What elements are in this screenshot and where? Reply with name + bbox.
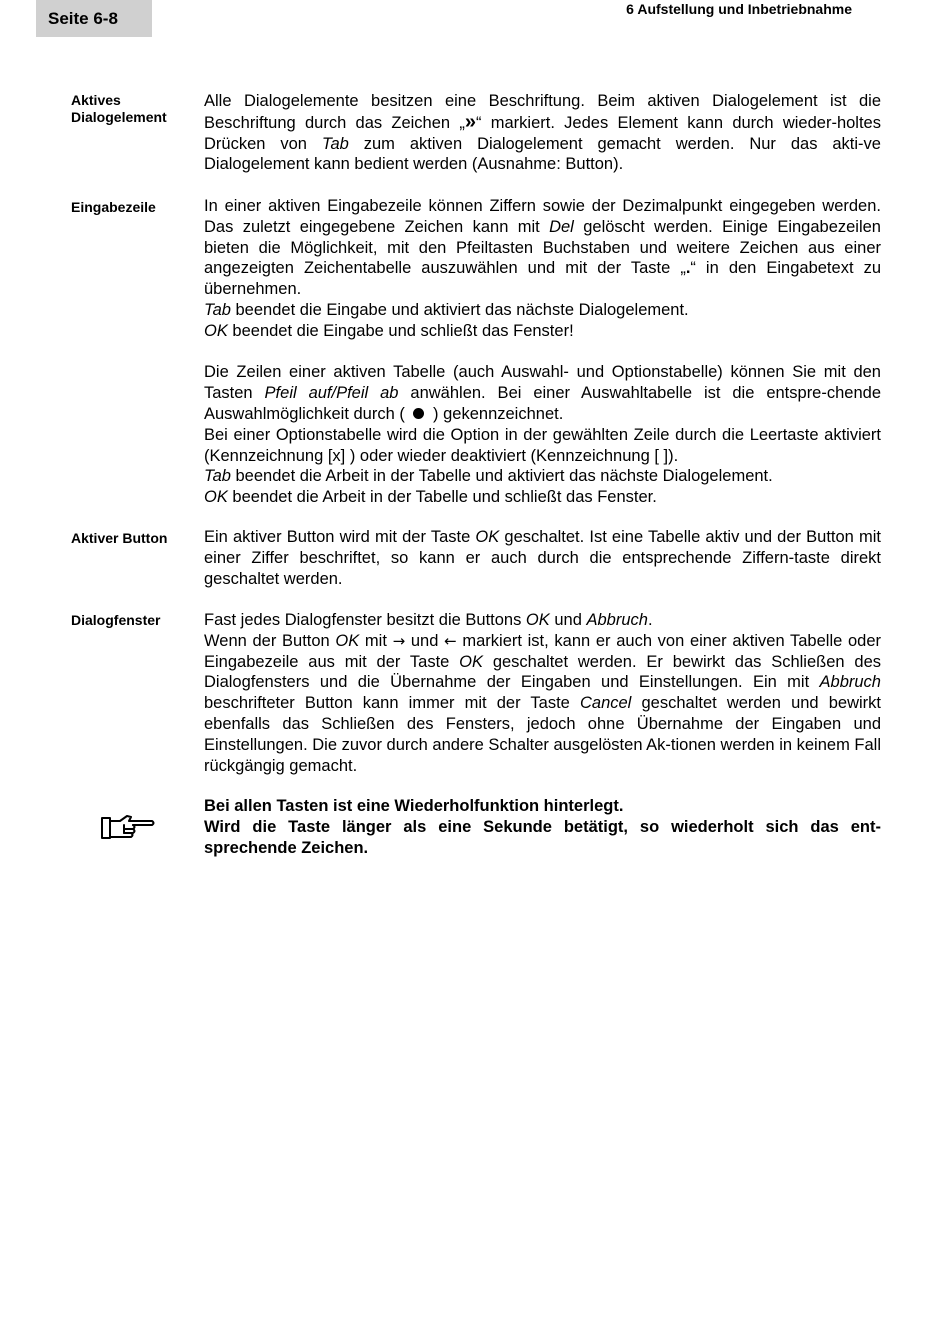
key-ok: OK — [335, 631, 360, 650]
text: beendet die Eingabe und schließt das Fenster! — [227, 321, 574, 340]
text: beendet die Arbeit in der Tabelle und aktiviert das nächste Dialogelement. — [230, 467, 773, 486]
paragraph — [204, 91, 881, 175]
spacer — [204, 342, 881, 363]
text: Wenn der Button — [204, 631, 336, 650]
key-ok: OK — [459, 652, 484, 671]
text: und — [405, 631, 445, 650]
paragraph — [204, 196, 881, 300]
paragraph — [204, 610, 881, 631]
key-tab: Tab — [321, 134, 349, 153]
text: In einer aktiven Eingabezeile können Ziffern sowie der Dezimalpunkt eingegeben werden. Das zuletzt eingegebene Zeichen kann mit — [204, 197, 881, 236]
key-cancel: Cancel — [579, 694, 632, 713]
text: ) gekennzeichnet. — [433, 404, 564, 423]
key-abbruch: Abbruch — [819, 673, 881, 692]
section-label-eingabezeile: Eingabezeile — [71, 199, 156, 215]
text: “ in den Eingabetext zu übernehmen. — [204, 259, 881, 299]
text: Ein aktiver Button wird mit der Taste — [204, 528, 476, 546]
paragraph: Bei allen Tasten ist eine Wiederholfunktion hinterlegt. — [204, 797, 624, 815]
paragraph — [204, 425, 881, 467]
section-text-eingabezeile — [204, 196, 881, 508]
section-label-aktives-dialogelement — [71, 92, 197, 126]
text: “ markiert. Jedes Element kann durch wieder-holtes Drücken von — [204, 113, 881, 153]
paragraph — [204, 362, 881, 424]
text: Alle Dialogelemente besitzen eine Beschriftung. Beim aktiven Dialogelement ist die Beschriftung durch das Zeichen „ — [204, 92, 881, 132]
paragraph — [204, 631, 881, 777]
key-ok: OK — [204, 321, 228, 340]
arrow-left-icon: ← — [444, 631, 457, 650]
key-arrows: Pfeil auf/Pfeil ab — [264, 384, 399, 403]
label-line: Dialogelement — [71, 109, 167, 125]
text: Die Zeilen einer aktiven Tabelle (auch Auswahl- und Optionstabelle) können Sie mit den Tasten — [204, 363, 881, 403]
section-label-dialogfenster: Dialogfenster — [71, 612, 161, 628]
text: gelöscht werden. Einige Eingabezeilen bieten die Möglichkeit, mit den Pfeiltasten Buchstaben und weitere Zeichen aus einer angezeigten Zeichentabelle auszuwählen und mit der Taste „ — [204, 217, 881, 278]
text: geschaltet werden und bewirkt ebenfalls das Schließen des Fensters, jedoch ohne Übernahme der Eingaben und Einstellungen. Die zuvor durch andere Schalter ausgelösten Ak-tionen werden in keinem Fall rückgängig gemacht. — [204, 694, 881, 775]
text: geschaltet werden. Er bewirkt das Schließen des Dialogfensters und die Übernahme der Eingaben und Einstellungen. Ein mit — [204, 652, 881, 692]
paragraph — [204, 321, 881, 342]
paragraph — [204, 300, 881, 321]
section-text-dialogfenster — [204, 610, 881, 776]
key-tab: Tab — [204, 467, 231, 486]
text: mit — [359, 631, 393, 650]
arrow-right-icon: → — [392, 631, 406, 650]
text: anwählen. Bei einer Auswahltabelle ist die entspre-chende Auswahlmöglichkeit durch ( — [204, 384, 881, 423]
text: beendet die Arbeit in der Tabelle und schließt das Fenster. — [227, 488, 657, 507]
text: Fast jedes Dialogfenster besitzt die Buttons — [204, 611, 526, 629]
text: markiert ist, kann er auch von einer aktiven Tabelle oder Eingabezeile aus mit der Taste — [204, 631, 882, 671]
section-text-aktiver-button — [204, 527, 881, 589]
paragraph — [204, 527, 881, 589]
key-del: Del — [549, 217, 574, 236]
page-number-tag: Seite 6-8 — [36, 0, 152, 37]
pointing-hand-icon — [100, 812, 156, 844]
section-text-note — [204, 796, 881, 858]
text: . — [647, 611, 653, 629]
section-text-aktives-dialogelement — [204, 91, 881, 175]
label-line: Aktives — [71, 92, 121, 108]
key-ok: OK — [204, 488, 228, 507]
paragraph — [204, 487, 881, 508]
text: und — [549, 611, 587, 629]
key-abbruch: Abbruch — [586, 611, 648, 629]
text: beschrifteter Button kann immer mit der Taste — [204, 694, 580, 713]
text: Bei einer Optionstabelle wird die Option in der gewählten Zeile durch die Leertaste aktiviert (Kennzeichnung [x] ) oder wieder deaktiviert (Kennzeichnung [ ]). — [204, 425, 881, 465]
text: zum aktiven Dialogelement gemacht werden. Nur das akti-ve Dialogelement kann bedient werden (Ausnahme: Button). — [204, 134, 881, 174]
key-ok: OK — [525, 611, 550, 629]
key-dot: . — [685, 259, 691, 278]
section-label-aktiver-button: Aktiver Button — [71, 530, 168, 546]
key-tab: Tab — [204, 300, 231, 319]
paragraph: Wird die Taste länger als eine Sekunde betätigt, so wiederholt sich das ent-sprechende Zeichen. — [204, 817, 881, 857]
chapter-title: 6 Aufstellung und Inbetriebnahme — [626, 1, 852, 17]
text: beendet die Eingabe und aktiviert das nächste Dialogelement. — [230, 300, 689, 319]
text: geschaltet. Ist eine Tabelle aktiv und der Button mit einer Ziffer beschriftet, so kann er auch durch die entsprechende Ziffern-taste direkt geschaltet werden. — [204, 528, 881, 588]
guillemet-marker: » — [464, 110, 476, 133]
key-ok: OK — [475, 528, 500, 546]
paragraph — [204, 466, 881, 487]
filled-circle-icon — [413, 408, 424, 419]
